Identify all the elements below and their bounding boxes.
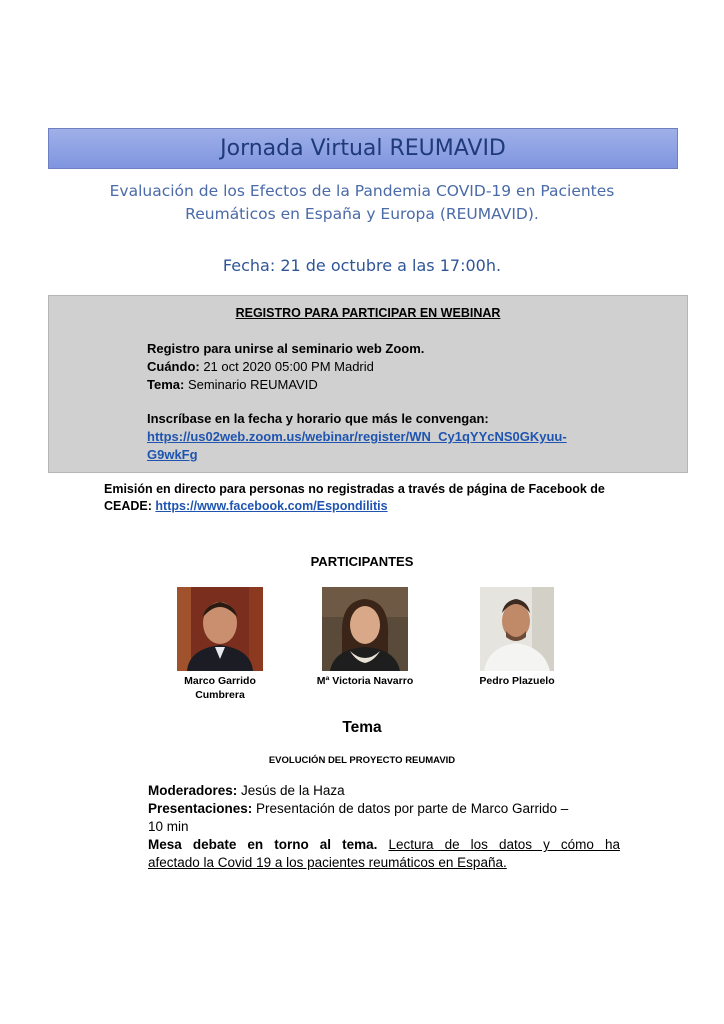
debate-line <box>148 836 620 854</box>
moderators-value: Jesús de la Haza <box>237 783 345 798</box>
facebook-link[interactable]: https://www.facebook.com/Espondilitis <box>155 499 388 513</box>
webinar-when <box>147 358 374 376</box>
zoom-register-link[interactable]: https://us02web.zoom.us/webinar/register/WN_Cy1qYYcNS0GKyuu- <box>147 429 567 444</box>
debate-label: Mesa debate en torno al tema. <box>148 837 378 852</box>
moderators-line <box>148 782 620 800</box>
participant-photo-marco <box>177 587 263 671</box>
participant-caption-marco <box>162 674 278 702</box>
presentations-value: Presentación de datos por parte de Marco Garrido – <box>252 801 569 816</box>
presentations-label: Presentaciones: <box>148 801 253 816</box>
participant-name-cont: Cumbrera <box>195 689 245 701</box>
broadcast-text: Emisión en directo para personas no registradas a través de página de Facebook de CEADE: <box>104 482 605 513</box>
when-value: 21 oct 2020 05:00 PM Madrid <box>199 359 374 374</box>
subtitle-line-1: Evaluación de los Efectos de la Pandemia COVID-19 en Pacientes <box>109 182 615 200</box>
webinar-heading: REGISTRO PARA PARTICIPAR EN WEBINAR <box>235 306 501 320</box>
subtitle-line-2: Reumáticos en España y Europa (REUMAVID). <box>185 205 539 223</box>
topic-subheading: EVOLUCIÓN DEL PROYECTO REUMAVID <box>268 755 456 766</box>
title-banner <box>48 128 678 169</box>
when-label: Cuándo: <box>147 359 200 374</box>
webinar-topic <box>147 376 318 394</box>
topic-heading: Tema <box>342 719 382 736</box>
register-text: Inscríbase en la fecha y horario que más le convengan: <box>147 411 489 426</box>
event-date: Fecha: 21 de octubre a las 17:00h. <box>222 256 502 275</box>
participant-photo-victoria <box>322 587 408 671</box>
debate-value-cont: afectado la Covid 19 a los pacientes reumáticos en España. <box>148 855 507 870</box>
webinar-intro: Registro para unirse al seminario web Zoom. <box>147 341 425 356</box>
topic-value: Seminario REUMAVID <box>184 377 318 392</box>
presentations-line-cont: 10 min <box>148 819 189 834</box>
debate-line-cont <box>148 854 620 872</box>
page-title: Jornada Virtual REUMAVID <box>220 136 506 161</box>
participant-name: Marco Garrido <box>184 675 256 687</box>
webinar-registration-box <box>48 295 688 473</box>
debate-value: Lectura de los datos y cómo ha <box>388 837 620 852</box>
participant-name: Pedro Plazuelo <box>479 675 555 687</box>
broadcast-notice <box>104 481 624 515</box>
participant-caption-victoria <box>300 674 430 688</box>
participants-heading: PARTICIPANTES <box>310 554 414 569</box>
moderators-label: Moderadores: <box>148 783 238 798</box>
participant-name: Mª Victoria Navarro <box>316 675 414 687</box>
topic-label: Tema: <box>147 377 185 392</box>
participant-photo-pedro <box>480 587 554 671</box>
presentations-line <box>148 800 620 818</box>
participant-caption-pedro <box>467 674 567 688</box>
zoom-register-link-cont[interactable]: G9wkFg <box>147 447 198 462</box>
